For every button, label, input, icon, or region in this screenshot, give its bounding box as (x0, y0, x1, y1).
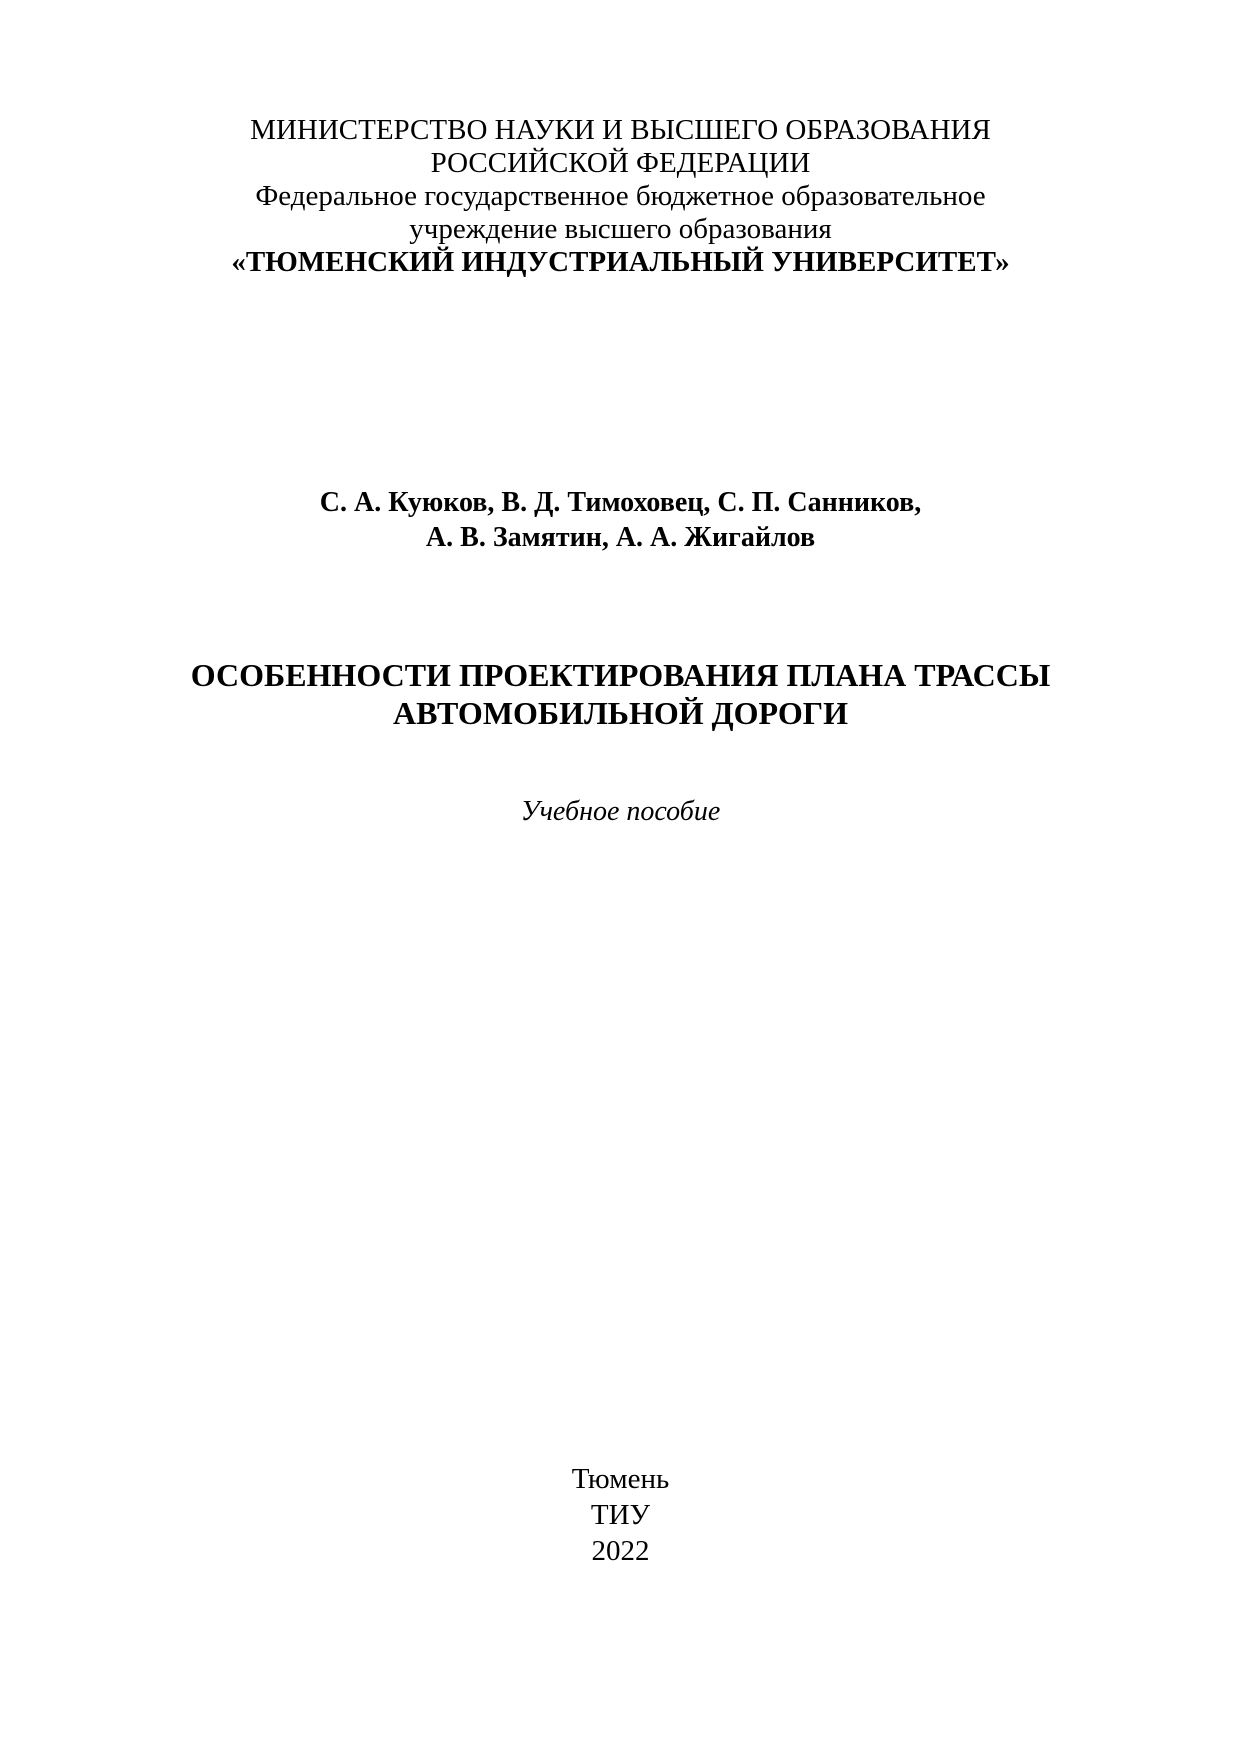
institution-header (0, 114, 1241, 279)
university-name: «ТЮМЕНСКИЙ ИНДУСТРИАЛЬНЫЙ УНИВЕРСИТЕТ» (231, 246, 1010, 278)
authors-line-2: А. В. Замятин, А. А. Жигайлов (425, 522, 816, 553)
imprint-city: Тюмень (571, 1463, 670, 1495)
imprint-publisher: ТИУ (590, 1499, 651, 1531)
ministry-line-1: МИНИСТЕРСТВО НАУКИ И ВЫСШЕГО ОБРАЗОВАНИЯ (250, 114, 991, 146)
book-title-line-2: АВТОМОБИЛЬНОЙ ДОРОГИ (392, 695, 849, 731)
authors-line-1: С. А. Куюков, В. Д. Тимоховец, С. П. Санников, (319, 487, 922, 518)
book-title-line-1: ОСОБЕННОСТИ ПРОЕКТИРОВАНИЯ ПЛАНА ТРАССЫ (190, 657, 1051, 693)
imprint (0, 1461, 1241, 1569)
authors (0, 485, 1241, 555)
book-title (0, 656, 1241, 732)
publication-type (0, 795, 1241, 829)
publication-type-text: Учебное пособие (520, 796, 721, 827)
imprint-year: 2022 (591, 1535, 650, 1567)
institution-type-line-2: учреждение высшего образования (409, 213, 832, 245)
ministry-line-2: РОССИЙСКОЙ ФЕДЕРАЦИИ (430, 147, 811, 179)
institution-type-line-1: Федеральное государственное бюджетное образовательное (255, 180, 986, 212)
